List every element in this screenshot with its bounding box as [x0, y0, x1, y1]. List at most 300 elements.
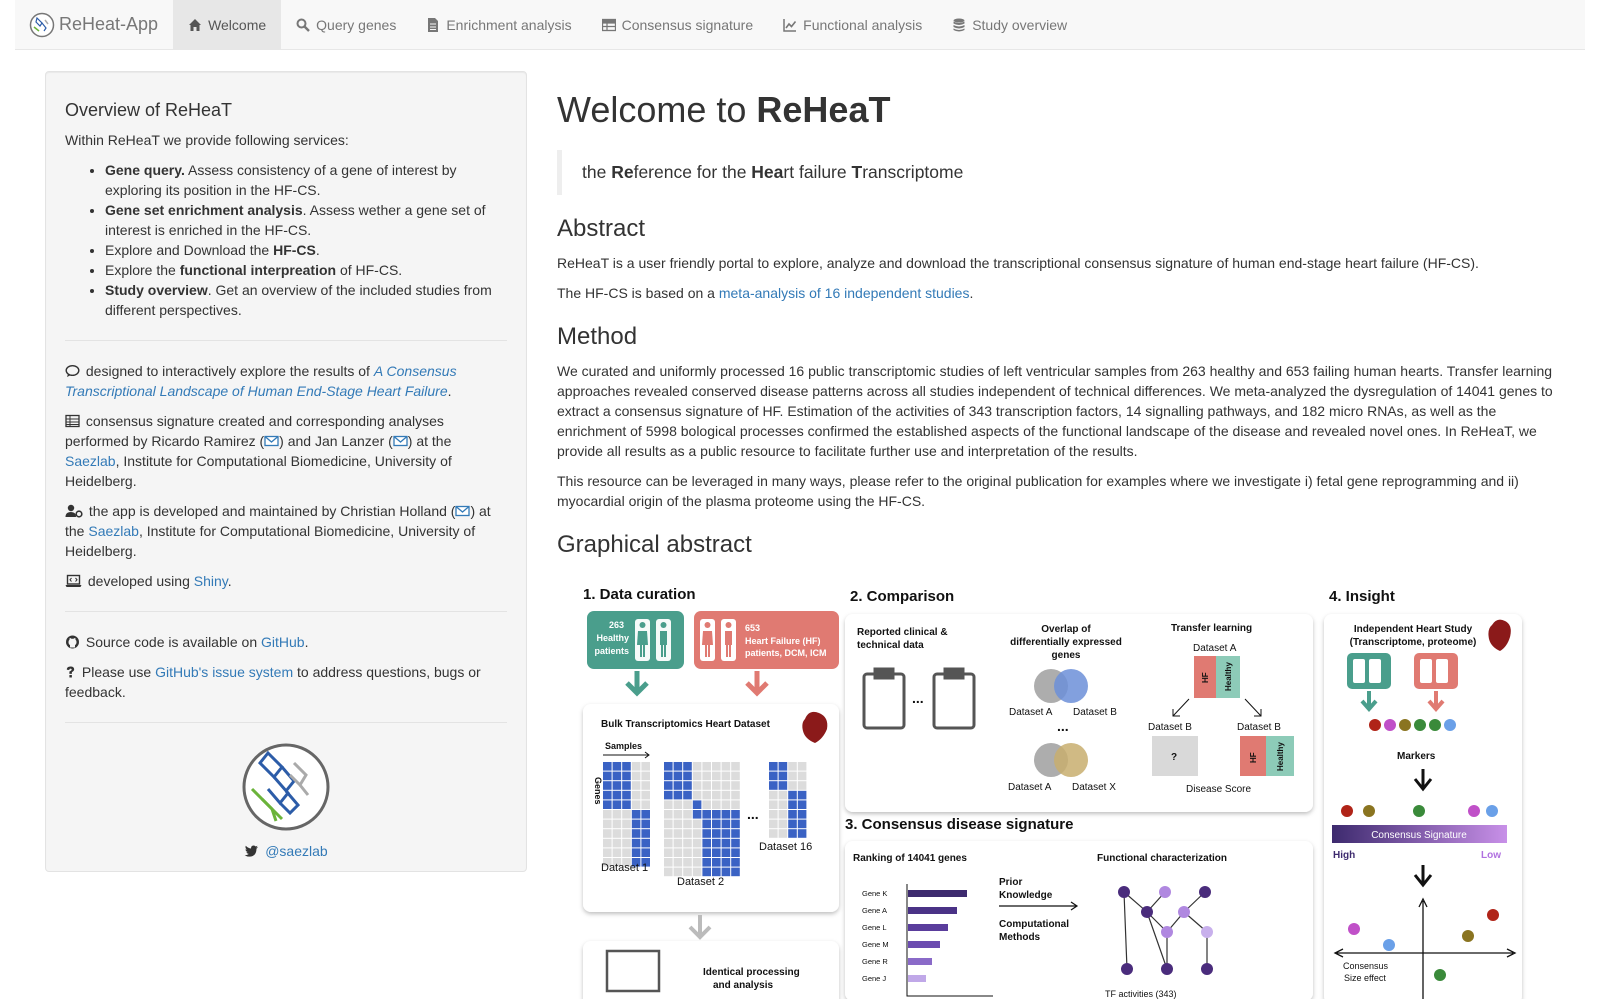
matrix-cell	[683, 848, 692, 857]
abstract-text: ReHeaT is a user friendly portal to explore, analyze and download the transcriptional consensus signature of human end-stage heart failure (HF-CS).	[557, 255, 1479, 271]
matrix-cell	[613, 772, 622, 781]
method-text-2: This resource can be leveraged in many ways, please refer to the original publication for examples where we investigate i) fetal gene reprogramming and ii) myocardial origin of the plasma proteome using the HF-CS.	[557, 473, 1519, 509]
matrix-cell	[674, 858, 683, 867]
matrix-cell	[641, 839, 650, 848]
user-gear-icon	[65, 504, 83, 518]
matrix-cell	[632, 848, 641, 857]
matrix-cell	[641, 791, 650, 800]
matrix-cell	[622, 781, 631, 790]
matrix-cell	[613, 829, 622, 838]
matrix-cell	[664, 858, 673, 867]
svg-text:Gene A: Gene A	[862, 906, 888, 915]
abstract-text-2: The HF-CS is based on a meta-analysis of 16 independent studies.	[557, 285, 974, 301]
matrix-cell	[693, 810, 702, 819]
matrix-cell	[674, 829, 683, 838]
matrix-cell	[693, 781, 702, 790]
saezlab-link[interactable]: Saezlab	[65, 453, 116, 469]
dataset-b-label: Dataset B	[1237, 722, 1281, 733]
meta-analysis-link[interactable]: meta-analysis of 16 independent studies	[718, 285, 970, 301]
matrix-cell	[674, 868, 683, 877]
matrix-cell	[798, 810, 807, 819]
email-ramirez-link[interactable]	[264, 433, 279, 449]
matrix-cell	[693, 791, 702, 800]
section-3-title: 3. Consensus disease signature	[845, 816, 1074, 833]
matrix-cell	[683, 868, 692, 877]
prior-label-2: Knowledge	[999, 890, 1053, 901]
matrix-cell	[788, 762, 797, 771]
matrix-cell	[779, 800, 788, 809]
matrix-cell	[674, 820, 683, 829]
twitter-icon	[244, 844, 259, 858]
matrix-cell	[693, 829, 702, 838]
tab-study-overview[interactable]	[937, 0, 1082, 49]
bulk-title: Bulk Transcriptomics Heart Dataset	[601, 719, 770, 730]
matrix-cell	[788, 791, 797, 800]
matrix-cell	[664, 800, 673, 809]
envelope-icon	[455, 504, 470, 518]
matrix-cell	[693, 858, 702, 867]
matrix-cell	[641, 772, 650, 781]
matrix-cell	[798, 791, 807, 800]
matrix-cell	[632, 762, 641, 771]
consensus-label: Consensus Signature	[1371, 830, 1467, 841]
low-label: Low	[1481, 850, 1501, 861]
matrix-cell	[722, 791, 731, 800]
down-arrow-icon	[627, 671, 647, 693]
ellipsis: ...	[912, 690, 924, 706]
matrix-cell	[613, 800, 622, 809]
healthy-label: Healthy	[596, 633, 629, 643]
matrix-cell	[603, 800, 612, 809]
issue-note: Please use GitHub's issue system to address questions, bugs or feedback.	[65, 664, 481, 700]
matrix-cell	[712, 868, 721, 877]
matrix-cell	[603, 791, 612, 800]
method-text: We curated and uniformly processed 16 public transcriptomic studies of left ventricular samples from 263 healthy and 653 failing human hearts. Transfer learning approaches revealed conserved disease patterns across all studies independent of technical differences. We meta-analyzed the dysregulation of 14041 genes to extract a consensus signature of HF. Estimation of the activities of 343 transcription factors, 14 signalling pathways, and 182 micro RNAs, as well as the enrichment of 5998 bological processes confirmed the established aspects of the functional landscape of the disease and revealed novel ones. In ReHeaT, we provide all results as a public resource to facilitate further use and interpretation of the results.	[557, 363, 1553, 459]
github-link[interactable]: GitHub	[261, 634, 305, 650]
main-content	[557, 70, 1557, 999]
matrix-cell	[613, 810, 622, 819]
matrix-cell	[731, 800, 740, 809]
services-list	[65, 160, 507, 320]
matrix-cell	[702, 772, 711, 781]
tab-label: Consensus signature	[621, 16, 754, 33]
laptop-code-icon	[65, 574, 82, 588]
hf-label: HF	[1249, 752, 1258, 763]
matrix-cell	[674, 839, 683, 848]
matrix-cell	[613, 762, 622, 771]
matrix-cell	[722, 772, 731, 781]
matrix-cell	[632, 791, 641, 800]
search-icon	[296, 18, 310, 32]
matrix-cell	[798, 829, 807, 838]
matrix-cell	[702, 781, 711, 790]
list-item: • Explore and Download the HF-CS.	[105, 240, 507, 260]
tab-consensus-signature[interactable]	[587, 0, 769, 49]
question-icon	[65, 665, 76, 679]
dataset-a-label: Dataset A	[1008, 782, 1052, 793]
matrix-cell	[693, 772, 702, 781]
sidebar	[45, 71, 527, 872]
ellipsis: ...	[1057, 718, 1069, 734]
matrix-cell	[641, 829, 650, 838]
database-icon	[952, 18, 966, 32]
matrix-cell	[674, 772, 683, 781]
down-arrow-icon	[690, 915, 710, 937]
matrix-cell	[712, 858, 721, 867]
comp-label-2: Methods	[999, 932, 1041, 943]
matrix-cell	[664, 762, 673, 771]
brand-title: ReHeat-App	[59, 14, 159, 34]
matrix-cell	[779, 829, 788, 838]
matrix-cell	[769, 772, 778, 781]
matrix-cell	[664, 868, 673, 877]
matrix-cell	[632, 772, 641, 781]
matrix-cell	[674, 848, 683, 857]
matrix-cell	[622, 829, 631, 838]
matrix-cell	[632, 810, 641, 819]
matrix-cell	[788, 829, 797, 838]
processing-label: Identical processing	[703, 967, 800, 978]
matrix-cell	[613, 848, 622, 857]
matrix-cell	[674, 810, 683, 819]
matrix-cell	[731, 820, 740, 829]
processing-label-2: and analysis	[713, 980, 774, 991]
matrix-cell	[603, 810, 612, 819]
matrix-cell	[632, 820, 641, 829]
matrix-cell	[693, 800, 702, 809]
matrix-cell	[683, 820, 692, 829]
overlap-label-3: genes	[1051, 650, 1081, 661]
samples-label: Samples	[605, 741, 643, 751]
matrix-cell	[622, 810, 631, 819]
matrix-cell	[731, 839, 740, 848]
sidebar-intro: Within ReHeaT we provide following services:	[65, 132, 349, 148]
matrix-cell	[641, 781, 650, 790]
matrix-cell	[722, 848, 731, 857]
matrix-cell	[613, 781, 622, 790]
matrix-cell	[731, 791, 740, 800]
hf-label: HF	[1201, 672, 1210, 683]
github-icon	[65, 635, 80, 649]
dataset-b-label: Dataset B	[1148, 722, 1192, 733]
down-arrow-icon	[747, 671, 767, 693]
matrix-cell	[788, 800, 797, 809]
matrix-cell	[712, 829, 721, 838]
tab-enrichment-analysis[interactable]	[411, 0, 586, 49]
matrix-cell	[712, 839, 721, 848]
matrix-cell	[702, 800, 711, 809]
matrix-cell	[632, 800, 641, 809]
healthy-label-2: patients	[594, 646, 629, 656]
matrix-cell	[693, 848, 702, 857]
brand[interactable]	[15, 0, 173, 49]
dataset-1-label: Dataset 1	[601, 862, 649, 874]
dataset-b-label: Dataset B	[1073, 707, 1117, 718]
comment-icon	[65, 364, 80, 378]
matrix-cell	[779, 820, 788, 829]
matrix-cell	[683, 781, 692, 790]
section-4-title: 4. Insight	[1329, 588, 1395, 605]
dataset-2-label: Dataset 2	[677, 876, 725, 888]
envelope-icon	[264, 434, 279, 448]
matrix-cell	[674, 800, 683, 809]
graphical-abstract-heading: Graphical abstract	[557, 531, 752, 558]
svg-text:Gene R: Gene R	[862, 957, 888, 966]
tf-label: TF activities (343)	[1105, 989, 1177, 999]
matrix-cell	[702, 868, 711, 877]
matrix-cell	[788, 810, 797, 819]
matrix-cell	[641, 848, 650, 857]
matrix-cell	[779, 791, 788, 800]
matrix-cell	[683, 791, 692, 800]
matrix-cell	[731, 829, 740, 838]
matrix-cell	[683, 772, 692, 781]
matrix-cell	[622, 762, 631, 771]
matrix-cell	[603, 820, 612, 829]
twitter-row	[65, 841, 507, 861]
matrix-cell	[674, 762, 683, 771]
matrix-cell	[788, 820, 797, 829]
matrix-cell	[722, 820, 731, 829]
matrix-cell	[731, 810, 740, 819]
graphical-abstract-figure	[557, 579, 1537, 999]
ellipsis: ...	[747, 806, 759, 822]
matrix-cell	[664, 839, 673, 848]
prior-label: Prior	[999, 877, 1023, 888]
matrix-cell	[798, 820, 807, 829]
svg-text:Gene M: Gene M	[862, 940, 889, 949]
matrix-cell	[722, 829, 731, 838]
matrix-cell	[603, 762, 612, 771]
matrix-cell	[769, 820, 778, 829]
matrix-cell	[664, 810, 673, 819]
matrix-cell	[722, 810, 731, 819]
matrix-cell	[632, 829, 641, 838]
matrix-cell	[731, 781, 740, 790]
hf-label: Heart Failure (HF)	[745, 636, 821, 646]
matrix-cell	[632, 839, 641, 848]
dataset-16-label: Dataset 16	[759, 841, 813, 853]
file-icon	[426, 18, 440, 32]
matrix-cell	[622, 791, 631, 800]
genes-label: Genes	[593, 777, 603, 805]
matrix-cell	[722, 800, 731, 809]
matrix-cell	[712, 772, 721, 781]
matrix-cell	[664, 772, 673, 781]
matrix-cell	[702, 810, 711, 819]
matrix-cell	[622, 848, 631, 857]
matrix-cell	[613, 839, 622, 848]
matrix-cell	[798, 762, 807, 771]
method-heading: Method	[557, 323, 638, 350]
matrix-cell	[731, 762, 740, 771]
dataset-x-label: Dataset X	[1072, 782, 1116, 793]
matrix-cell	[722, 839, 731, 848]
envelope-icon	[393, 434, 408, 448]
app-note: the app is developed and maintained by Christian Holland ( ) at the Saezlab, Institute for Computational Biomedicine, University of Heidelberg.	[65, 503, 491, 559]
matrix-cell	[788, 772, 797, 781]
matrix-cell	[613, 820, 622, 829]
matrix-cell	[712, 800, 721, 809]
matrix-cell	[731, 772, 740, 781]
designed-note: designed to interactively explore the results of A Consensus Transcriptional Landscape of Human End-Stage Heart Failure.	[65, 363, 457, 399]
matrix-cell	[622, 839, 631, 848]
hf-count: 653	[745, 623, 761, 633]
matrix-cell	[664, 820, 673, 829]
matrix-cell	[641, 810, 650, 819]
matrix-cell	[779, 781, 788, 790]
matrix-cell	[788, 781, 797, 790]
source-note: Source code is available on GitHub.	[65, 632, 507, 652]
matrix-cell	[603, 839, 612, 848]
dataset-a-label: Dataset A	[1193, 643, 1237, 654]
issue-system-link[interactable]: GitHub's issue system	[155, 664, 294, 680]
matrix-cell	[702, 858, 711, 867]
matrix-cell	[702, 820, 711, 829]
matrix-cell	[722, 868, 731, 877]
matrix-cell	[769, 810, 778, 819]
dataset-a-label: Dataset A	[1009, 707, 1053, 718]
matrix-cell	[664, 829, 673, 838]
section-2-title: 2. Comparison	[850, 588, 955, 605]
matrix-cell	[693, 868, 702, 877]
matrix-cell	[779, 772, 788, 781]
matrix-cell	[683, 829, 692, 838]
svg-text:Gene K: Gene K	[862, 889, 888, 898]
matrix-cell	[683, 762, 692, 771]
matrix-cell	[722, 781, 731, 790]
home-icon	[188, 18, 202, 32]
divider	[65, 340, 507, 341]
matrix-cell	[798, 781, 807, 790]
matrix-cell	[798, 800, 807, 809]
matrix-cell	[712, 762, 721, 771]
reported-label: Reported clinical &	[857, 627, 948, 638]
indep-label-2: (Transcriptome, proteome)	[1349, 637, 1477, 648]
matrix-cell	[603, 781, 612, 790]
dev-note: developed using Shiny.	[65, 571, 507, 591]
tab-functional-analysis[interactable]	[768, 0, 937, 49]
matrix-cell	[693, 762, 702, 771]
saezlab-link[interactable]: Saezlab	[88, 523, 139, 539]
markers-label: Markers	[1397, 751, 1436, 762]
tab-query-genes[interactable]	[281, 0, 411, 49]
functional-label: Functional characterization	[1097, 853, 1228, 864]
matrix-cell	[779, 810, 788, 819]
matrix-cell	[731, 868, 740, 877]
disease-score-label: Disease Score	[1186, 784, 1252, 795]
matrix-cell	[674, 791, 683, 800]
tab-label: Welcome	[208, 16, 267, 33]
matrix-cell	[641, 800, 650, 809]
email-lanzer-link[interactable]	[393, 433, 408, 449]
matrix-cell	[632, 781, 641, 790]
healthy-count: 263	[608, 620, 624, 630]
matrix-cell	[603, 772, 612, 781]
matrix-cell	[641, 762, 650, 771]
email-holland-link[interactable]	[455, 503, 470, 519]
paper-link[interactable]: A Consensus Transcriptional Landscape of Human End-Stage Heart Failure	[65, 363, 457, 399]
matrix-cell	[622, 800, 631, 809]
list-item: • Gene query. Assess consistency of a gene of interest by exploring its position in the HF-CS.	[105, 160, 507, 200]
question-mark: ?	[1171, 752, 1178, 763]
matrix-cell	[683, 839, 692, 848]
tab-label: Enrichment analysis	[446, 16, 572, 33]
table-icon	[65, 414, 80, 428]
twitter-link[interactable]: @saezlab	[265, 843, 328, 859]
cons-size-label-2: Size effect	[1344, 973, 1386, 983]
healthy-label: Healthy	[1276, 742, 1285, 771]
matrix-cell	[769, 762, 778, 771]
matrix-cell	[603, 848, 612, 857]
matrix-cell	[712, 781, 721, 790]
matrix-cell	[702, 762, 711, 771]
matrix-cell	[622, 772, 631, 781]
high-label: High	[1333, 850, 1356, 861]
matrix-cell	[622, 820, 631, 829]
matrix-cell	[702, 829, 711, 838]
tagline: the Reference for the Heart failure Transcriptome	[557, 150, 1557, 195]
hf-label-2: patients, DCM, ICM	[745, 648, 827, 658]
tab-label: Study overview	[972, 16, 1068, 33]
saezlab-logo[interactable]	[242, 743, 330, 831]
svg-text:Gene J: Gene J	[862, 974, 887, 983]
matrix-cell	[731, 848, 740, 857]
list-item: • Study overview. Get an overview of the included studies from different perspectives.	[105, 280, 507, 320]
matrix-cell	[712, 820, 721, 829]
matrix-cell	[712, 810, 721, 819]
tab-label: Functional analysis	[803, 16, 923, 33]
indep-label: Independent Heart Study	[1353, 624, 1473, 635]
matrix-cell	[613, 791, 622, 800]
tab-label: Query genes	[316, 16, 397, 33]
section-1-title: 1. Data curation	[583, 586, 696, 603]
list-item: • Explore the functional interpreation of HF-CS.	[105, 260, 507, 280]
matrix-cell	[731, 858, 740, 867]
table-icon	[602, 18, 616, 32]
matrix-cell	[683, 810, 692, 819]
healthy-label: Healthy	[1224, 662, 1233, 691]
matrix-cell	[674, 781, 683, 790]
matrix-cell	[683, 858, 692, 867]
overlap-label: Overlap of	[1041, 624, 1091, 635]
matrix-cell	[722, 858, 731, 867]
matrix-cell	[769, 791, 778, 800]
matrix-cell	[641, 820, 650, 829]
tab-welcome[interactable]	[173, 0, 281, 49]
matrix-cell	[722, 762, 731, 771]
transfer-label: Transfer learning	[1171, 623, 1253, 634]
matrix-cell	[664, 791, 673, 800]
matrix-cell	[702, 839, 711, 848]
sidebar-title: Overview of ReHeaT	[65, 100, 233, 120]
ranking-label: Ranking of 14041 genes	[853, 853, 967, 864]
matrix-cell	[712, 848, 721, 857]
overlap-label-2: differentially expressed	[1010, 637, 1122, 648]
matrix-cell	[769, 829, 778, 838]
saezlab-logo-icon	[29, 12, 55, 38]
matrix-cell	[769, 781, 778, 790]
line-chart-icon	[783, 18, 797, 32]
svg-text:Gene L: Gene L	[862, 923, 887, 932]
divider	[65, 722, 507, 723]
shiny-link[interactable]: Shiny	[193, 573, 228, 589]
matrix-cell	[712, 791, 721, 800]
matrix-cell	[693, 820, 702, 829]
abstract-heading: Abstract	[557, 215, 646, 242]
matrix-cell	[779, 762, 788, 771]
matrix-cell	[769, 800, 778, 809]
